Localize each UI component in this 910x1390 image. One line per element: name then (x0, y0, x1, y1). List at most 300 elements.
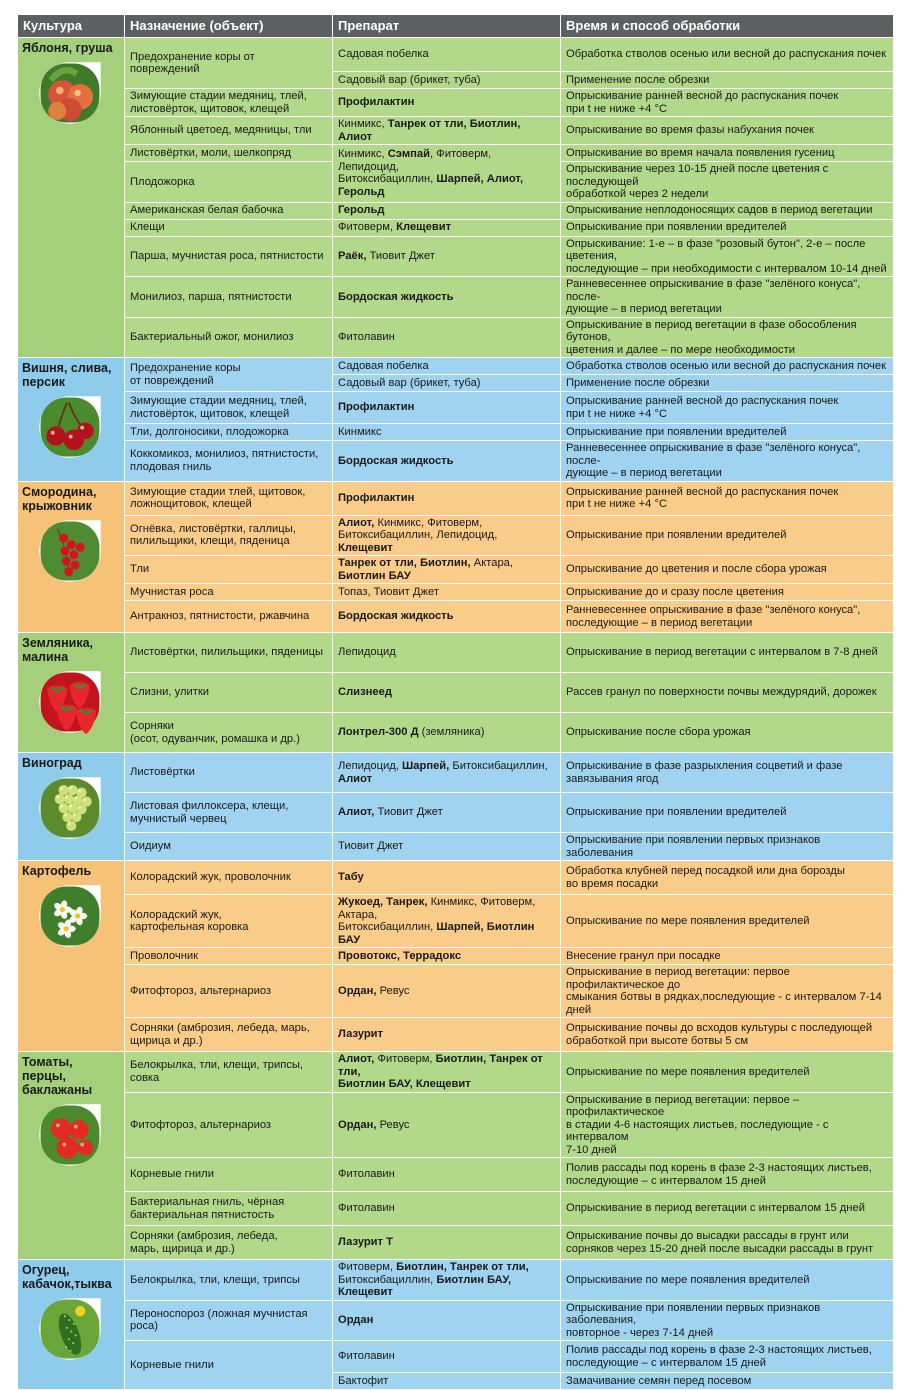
method-line: завязывания ягод (566, 772, 659, 785)
method-line: Применение после обрезки (566, 376, 710, 389)
table-row (18, 584, 894, 601)
table-row (18, 1341, 894, 1373)
method-cell (561, 72, 894, 89)
product-name-bold: Лазурит (338, 1028, 384, 1041)
purpose-cell: Антракноз, пятнистости, ржавчина (125, 601, 333, 633)
product-cell (333, 72, 561, 89)
product-name: Фитоверм, (338, 1261, 397, 1273)
product-cell (333, 861, 561, 895)
method-line: при t не ниже +4 °С (566, 498, 668, 510)
method-cell (561, 392, 894, 424)
product-name: Лепидоцид (338, 646, 396, 659)
table-row (18, 392, 894, 424)
method-cell (561, 481, 894, 515)
method-cell (561, 601, 894, 633)
product-line (338, 1274, 555, 1299)
method-line: Опрыскивание ранней весной до распускания почек (566, 485, 839, 498)
method-cell (561, 375, 894, 392)
product-name-bold: Раёк, (338, 250, 370, 262)
product-name: Топаз, Тиовит Джет (338, 585, 439, 598)
table-row (18, 202, 894, 219)
header-crop: Культура (18, 15, 125, 38)
method-line: Опрыскивание в период вегетации: первое профилактическое до (566, 966, 790, 991)
method-line: Опрыскивание при появлении вредителей (566, 425, 787, 438)
product-line (338, 1078, 555, 1091)
product-name: Фитолавин (338, 1350, 395, 1363)
product-cell (333, 793, 561, 833)
method-line: Обработка стволов осенью или весной до распускания почек (566, 359, 886, 372)
method-cell (561, 162, 894, 203)
product-name-bold: Жукоед, Танрек, (338, 896, 431, 908)
product-name-bold: Профилактин (338, 401, 415, 414)
grape-icon (38, 776, 102, 840)
table-row (18, 358, 894, 375)
method-line: Обработка клубней перед посадкой или дна борозды (566, 865, 845, 877)
product-line (338, 1053, 555, 1078)
product-cell (333, 1373, 561, 1390)
product-name: Актара, (473, 557, 514, 569)
cherry-icon (38, 395, 102, 459)
product-line (338, 250, 555, 263)
crop-cell (18, 753, 125, 861)
method-cell (561, 1158, 894, 1192)
product-cell (333, 965, 561, 1018)
method-line: Опрыскивание при появлении вредителей (566, 806, 787, 819)
method-cell (561, 117, 894, 145)
method-cell (561, 219, 894, 236)
potato-flower-icon (38, 884, 102, 948)
method-line: Опрыскивание в период вегетации в фазе обособления бутонов, (566, 318, 857, 343)
product-cell (333, 1260, 561, 1301)
table-header (18, 15, 894, 38)
product-line (338, 291, 555, 304)
purpose-cell: Бактериальная гниль, чёрная бактериальная пятнистость (125, 1192, 333, 1226)
product-name-bold: Клещевит (396, 221, 452, 234)
method-line: цветения и далее – по мере необходимости (566, 343, 796, 356)
purpose-cell: Корневые гнили (125, 1341, 333, 1390)
cucumber-icon (38, 1297, 102, 1361)
table-row (18, 793, 894, 833)
method-cell (561, 1300, 894, 1341)
purpose-cell: Листовёртки, пилильщики, пяденицы (125, 633, 333, 673)
purpose-cell: Коккомикоз, монилиоз, пятнистости, плодовая гниль (125, 441, 333, 482)
product-name: Битоксибациллин, (338, 921, 437, 933)
method-cell (561, 1341, 894, 1373)
product-name: Тиовит Джет (338, 840, 404, 853)
purpose-cell: Зимующие стадии медяниц, тлей, листовёрток, щитовок, клещей (125, 392, 333, 424)
product-cell (333, 833, 561, 861)
product-cell (333, 673, 561, 713)
purpose-cell: Сорняки (амброзия, лебеда, марь, щирица и др.) (125, 1226, 333, 1260)
method-cell (561, 89, 894, 117)
crop-name: Виноград (22, 756, 82, 770)
crop-name: Картофель (22, 864, 92, 878)
product-cell (333, 601, 561, 633)
product-line (338, 773, 555, 786)
product-cell (333, 1158, 561, 1192)
product-cell (333, 89, 561, 117)
product-cell (333, 481, 561, 515)
product-cell (333, 556, 561, 584)
product-cell (333, 358, 561, 375)
method-line: Применение после обрезки (566, 73, 710, 86)
table-row (18, 317, 894, 358)
product-name-bold: Бордоская жидкость (338, 290, 454, 303)
method-line: Опрыскивание при появлении первых признаков заболевания (566, 834, 821, 859)
product-name: Битоксибациллин, (338, 1273, 437, 1286)
method-line: обработкой при высоте ботвы 5 см (566, 1034, 749, 1047)
product-name: Кинмикс, Фитоверм, (377, 516, 483, 529)
table-row (18, 236, 894, 277)
method-cell (561, 861, 894, 895)
product-cell (333, 236, 561, 277)
product-name-bold: Биотлин, Танрек от тли, (396, 1261, 529, 1273)
product-name-bold: Герольд (338, 204, 385, 217)
purpose-cell: Белокрылка, тли, клещи, трипсы (125, 1260, 333, 1301)
product-name-bold: Ордан, (338, 984, 380, 997)
method-cell (561, 38, 894, 72)
product-name-bold: Сэмпай (387, 148, 430, 161)
crop-cell (18, 1260, 125, 1390)
product-line (338, 204, 555, 217)
method-line: при t не ниже +4 °С (566, 102, 668, 115)
product-name-bold: Биотлин БАУ, Клещевит (338, 1078, 471, 1090)
product-line (338, 726, 555, 739)
product-cell (333, 202, 561, 219)
method-cell (561, 277, 894, 318)
method-cell (561, 833, 894, 861)
product-name: , Фитоверм, Лепидоцид, (338, 148, 492, 173)
product-cell (333, 392, 561, 424)
product-line (338, 760, 555, 773)
purpose-cell: Зимующие стадии медяниц, тлей, листовёрток, щитовок, клещей (125, 89, 333, 117)
product-name-bold: Алиот, (338, 806, 378, 819)
method-cell (561, 948, 894, 965)
method-cell (561, 793, 894, 833)
method-line: при t не ниже +4 °С (566, 407, 668, 420)
crop-name: Земляника, малина (22, 636, 94, 664)
method-cell (561, 145, 894, 162)
table-row (18, 673, 894, 713)
product-line (338, 1028, 555, 1041)
method-cell (561, 895, 894, 948)
purpose-cell: Слизни, улитки (125, 673, 333, 713)
product-cell (333, 1018, 561, 1052)
method-line: последующие – при необходимости с интервалом 10-14 дней (566, 262, 887, 275)
purpose-cell: Клещи (125, 219, 333, 236)
method-line: сорняков через 15-20 дней после высадки рассады в грунт (566, 1242, 874, 1255)
table-row (18, 1192, 894, 1226)
purpose-cell: Американская белая бабочка (125, 202, 333, 219)
crop-cell (18, 633, 125, 753)
purpose-cell: Сорняки (амброзия, лебеда, марь, щирица и др.) (125, 1018, 333, 1052)
method-cell (561, 1373, 894, 1390)
product-cell (333, 584, 561, 601)
header-purpose: Назначение (объект) (125, 15, 333, 38)
method-cell (561, 236, 894, 277)
product-name: Битоксибациллин, (452, 760, 548, 772)
product-line (338, 806, 555, 819)
product-name-bold: Алиот (338, 772, 373, 785)
product-cell (333, 219, 561, 236)
purpose-cell: Зимующие стадии тлей, щитовок, ложнощитовок, клещей (125, 481, 333, 515)
product-cell (333, 633, 561, 673)
product-line (338, 985, 555, 998)
method-line: Ранневесеннее опрыскивание в фазе "зелёного конуса", (566, 604, 861, 616)
product-line (338, 173, 555, 198)
method-line: дующие – в период вегетации (566, 467, 722, 479)
method-cell (561, 1092, 894, 1158)
product-name-bold: Лазурит Т (338, 1236, 393, 1249)
product-cell (333, 145, 561, 203)
purpose-cell: Листовая филлоксера, клещи, мучнистый червец (125, 793, 333, 833)
purpose-cell: Яблонный цветоед, медяницы, тли (125, 117, 333, 145)
product-name-bold: Профилактин (338, 96, 415, 109)
product-line (338, 48, 555, 61)
purpose-cell: Проволочник (125, 948, 333, 965)
purpose-cell: Листовёртки, моли, шелкопряд (125, 145, 333, 162)
method-line: Рассев гранул по поверхности почвы междурядий, дорожек (566, 686, 877, 699)
product-name: Кинмикс (338, 425, 382, 438)
crop-cell (18, 861, 125, 1052)
product-name-bold: Алиот, (338, 516, 378, 529)
product-cell (333, 1092, 561, 1158)
method-line: Ранневесеннее опрыскивание в фазе "зелёного конуса", после- (566, 442, 861, 467)
purpose-cell: Пероноспороз (ложная мучнистая роса) (125, 1300, 333, 1341)
purpose-cell: Колорадский жук, проволочник (125, 861, 333, 895)
method-cell (561, 1052, 894, 1093)
product-name-bold: Танрек от тли, Биотлин, Алиот (338, 118, 521, 143)
product-line (338, 221, 555, 234)
product-line (338, 686, 555, 699)
purpose-cell: Монилиоз, парша, пятнистости (125, 277, 333, 318)
product-cell (333, 1300, 561, 1341)
purpose-cell: Бактериальный ожог, монилиоз (125, 317, 333, 358)
table-row (18, 753, 894, 793)
product-line (338, 586, 555, 599)
product-name-bold: Провотокс, Террадокс (338, 949, 462, 962)
table-row (18, 601, 894, 633)
method-line: Опрыскивание по мере появления вредителей (566, 1273, 810, 1286)
product-name-bold: Биотлин БАУ, Клещевит (338, 1273, 512, 1298)
treatment-table (17, 14, 894, 1390)
product-cell (333, 1226, 561, 1260)
table-row (18, 1300, 894, 1341)
product-cell (333, 948, 561, 965)
header-method: Время и способ обработки (561, 15, 894, 38)
method-cell (561, 673, 894, 713)
table-row (18, 713, 894, 753)
product-line (338, 148, 555, 173)
product-name-bold: Бордоская жидкость (338, 454, 454, 467)
product-line (338, 401, 555, 414)
product-line (338, 377, 555, 390)
product-line (338, 118, 555, 143)
crop-name: Вишня, слива, персик (22, 361, 112, 389)
product-line (338, 1314, 555, 1327)
method-line: Опрыскивание ранней весной до распускания почек (566, 395, 839, 407)
product-line (338, 896, 555, 921)
strawberry-icon (38, 670, 102, 734)
product-name: Фитолавин (338, 1202, 395, 1215)
product-name-bold: Танрек от тли, Биотлин, (338, 557, 474, 569)
currant-icon (38, 519, 102, 583)
product-cell (333, 424, 561, 441)
method-cell (561, 1018, 894, 1052)
table-row (18, 556, 894, 584)
crop-cell (18, 38, 125, 358)
purpose-cell: Белокрылка, тли, клещи, трипсы, совка (125, 1052, 333, 1093)
method-line: Опрыскивание неплодоносящих садов в период вегетации (566, 204, 873, 217)
product-name: Ревус (379, 984, 410, 997)
method-line: Опрыскивание при появлении вредителей (566, 529, 787, 541)
method-cell (561, 1260, 894, 1301)
product-name: Садовый вар (брикет, туба) (338, 376, 481, 389)
method-cell (561, 753, 894, 793)
product-name: Кинмикс, (338, 118, 388, 130)
table-row (18, 277, 894, 318)
product-name: Бактофит (338, 1374, 389, 1387)
method-line: Опрыскивание до и сразу после цветения (566, 585, 784, 598)
product-name-bold: Табу (338, 871, 364, 884)
purpose-cell: Мучнистая роса (125, 584, 333, 601)
product-name-bold: Алиот, (338, 1053, 378, 1065)
product-name-bold: Лонтрел-300 Д (338, 726, 422, 739)
product-line (338, 871, 555, 884)
product-line (338, 360, 555, 373)
method-line: Опрыскивание до цветения и после сбора урожая (566, 563, 827, 576)
table-row (18, 1052, 894, 1093)
header-row (18, 15, 894, 38)
product-name: Кинмикс, (338, 148, 388, 161)
method-line: в стадии 4-6 настоящих листьев, последующие - с интервалом (566, 1118, 829, 1143)
product-name: Садовая побелка (338, 48, 429, 61)
method-line: Опрыскивание по мере появления вредителей (566, 1065, 810, 1078)
method-line: Опрыскивание в период вегетации с интервалом в 7-8 дней (566, 646, 878, 659)
product-name: Лепидоцид, (338, 760, 403, 772)
product-line (338, 950, 555, 963)
product-line (338, 74, 555, 87)
product-cell (333, 1192, 561, 1226)
method-cell (561, 317, 894, 358)
method-line: дующие – в период вегетации (566, 303, 722, 315)
method-line: обработкой через 2 недели (566, 188, 709, 200)
method-cell (561, 965, 894, 1018)
table-row (18, 1092, 894, 1158)
method-cell (561, 358, 894, 375)
product-line (338, 517, 555, 530)
method-cell (561, 515, 894, 556)
product-name: Фитоверм, (338, 221, 397, 234)
method-line: Ранневесеннее опрыскивание в фазе "зелёного конуса", после- (566, 278, 861, 303)
method-line: Опрыскивание по мере появления вредителей (566, 914, 810, 927)
product-line (338, 840, 555, 853)
product-line (338, 1261, 555, 1274)
table-row (18, 1158, 894, 1192)
method-line: Полив рассады под корень в фазе 2-3 настоящих листьев, (566, 1162, 872, 1174)
crop-name: Огурец, кабачок,тыква (22, 1263, 112, 1291)
purpose-cell: Тли (125, 556, 333, 584)
product-line (338, 426, 555, 439)
tomato-icon (38, 1103, 102, 1167)
product-name: Тиовит Джет (377, 806, 443, 819)
purpose-cell: Плодожорка (125, 162, 333, 203)
product-line (338, 529, 555, 554)
crop-cell (18, 358, 125, 482)
table-row (18, 481, 894, 515)
product-cell (333, 117, 561, 145)
table-row (18, 117, 894, 145)
table-body (18, 38, 894, 1390)
product-line (338, 331, 555, 344)
table-row (18, 633, 894, 673)
product-name: Садовый вар (брикет, туба) (338, 73, 481, 86)
method-line: Опрыскивание во время фазы набухания почек (566, 124, 814, 137)
method-line: Опрыскивание при появлении первых признаков заболевания, (566, 1301, 821, 1326)
table-row (18, 895, 894, 948)
purpose-cell: Оидиум (125, 833, 333, 861)
method-line: Опрыскивание в период вегетации с интервалом 15 дней (566, 1202, 865, 1215)
purpose-cell: Фитофтороз, альтернариоз (125, 965, 333, 1018)
product-cell (333, 895, 561, 948)
table-row (18, 861, 894, 895)
table-row (18, 219, 894, 236)
product-line (338, 1375, 555, 1388)
table-row (18, 89, 894, 117)
product-cell (333, 753, 561, 793)
product-cell (333, 1341, 561, 1373)
method-cell (561, 713, 894, 753)
product-cell (333, 375, 561, 392)
product-name: Садовая побелка (338, 359, 429, 372)
method-line: смыкания ботвы в рядках,последующие - с интервалом 7-14 дней (566, 991, 882, 1016)
product-line (338, 492, 555, 505)
crop-name: Томаты, перцы, баклажаны (22, 1055, 93, 1097)
method-line: повторное - через 7-14 дней (566, 1326, 714, 1339)
purpose-cell: Огнёвка, листовёртки, галлицы, пилильщики, клещи, пяденица (125, 515, 333, 556)
method-cell (561, 556, 894, 584)
product-line (338, 1119, 555, 1132)
method-line: Опрыскивание в период вегетации: первое – профилактическое (566, 1093, 800, 1118)
product-cell (333, 38, 561, 72)
crop-cell (18, 481, 125, 633)
method-line: Опрыскивание во время начала появления гусениц (566, 146, 835, 159)
method-cell (561, 584, 894, 601)
method-cell (561, 441, 894, 482)
method-line: Обработка стволов осенью или весной до распускания почек (566, 48, 886, 61)
product-cell (333, 277, 561, 318)
apple-icon (38, 61, 102, 125)
table-row (18, 441, 894, 482)
method-cell (561, 633, 894, 673)
product-cell (333, 713, 561, 753)
method-line: последующие – с интервалом 15 дней (566, 1174, 767, 1187)
product-name: Битоксибациллин, Лепидоцид, (338, 529, 498, 541)
method-line: Опрыскивание: 1-е – в фазе "розовый бутон", 2-е – после цветения, (566, 237, 866, 262)
method-cell (561, 1192, 894, 1226)
product-line (338, 1236, 555, 1249)
table-row (18, 424, 894, 441)
table-row (18, 965, 894, 1018)
product-name-bold: Шарпей, Биотлин БАУ (338, 921, 535, 946)
pesticide-schedule-sheet (17, 14, 893, 1390)
product-name-bold: Бордоская жидкость (338, 610, 454, 623)
crop-name: Яблоня, груша (22, 41, 113, 55)
product-line (338, 610, 555, 623)
table-row (18, 833, 894, 861)
product-line (338, 1350, 555, 1363)
method-line: во время посадки (566, 877, 659, 890)
